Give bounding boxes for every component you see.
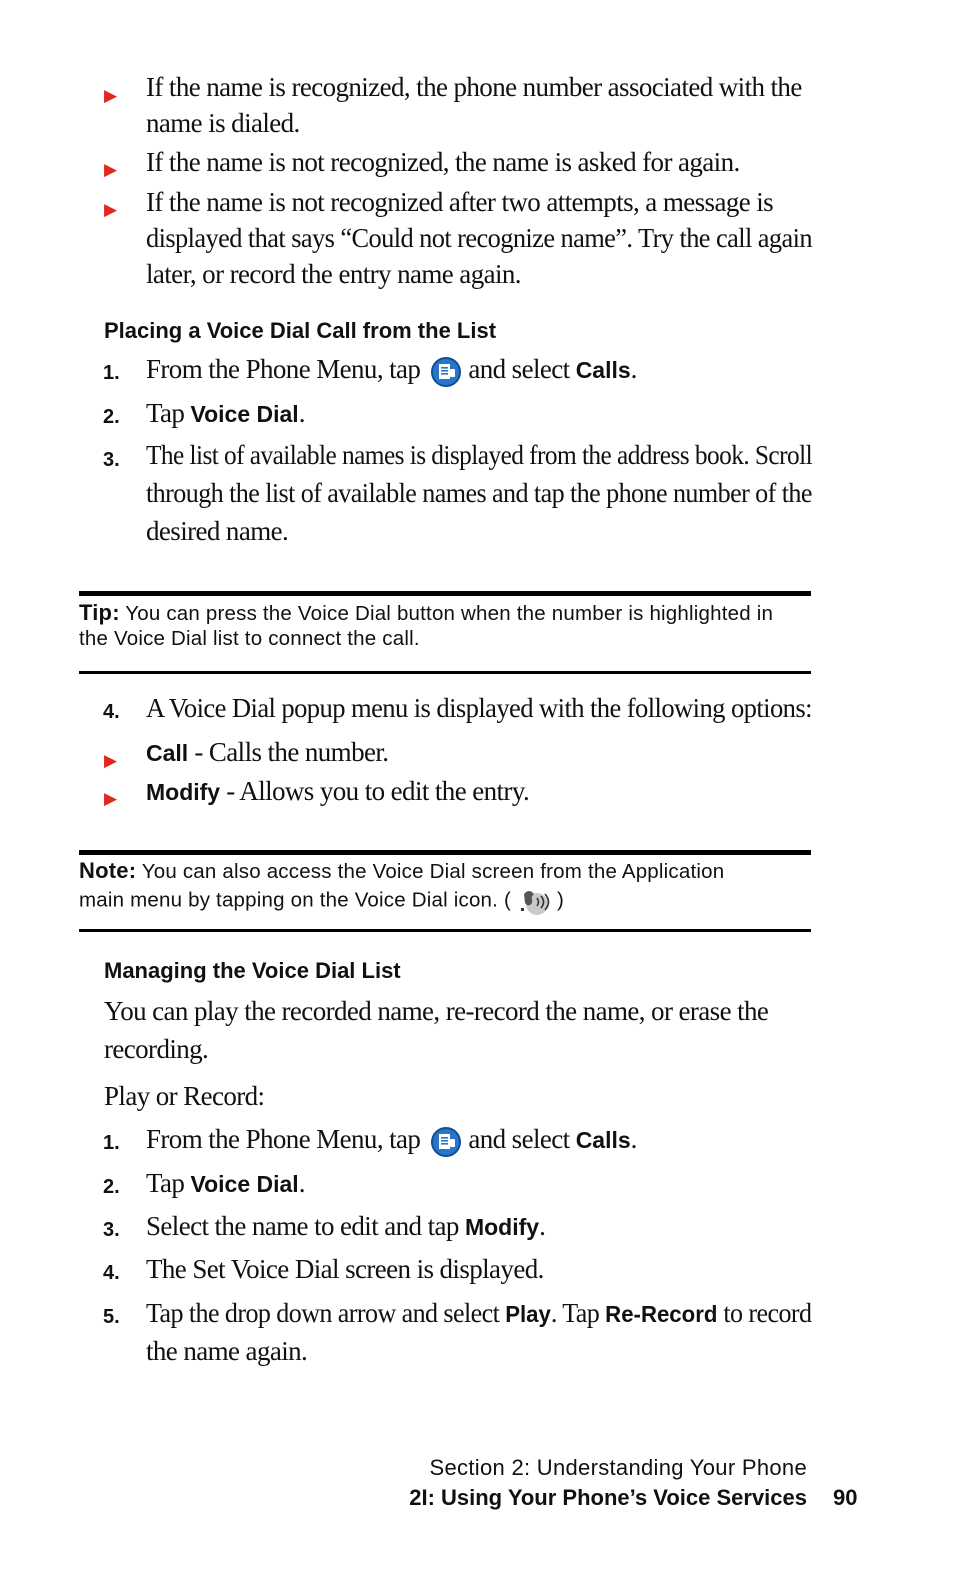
step-number: 5. [103, 1306, 120, 1328]
step-number: 2. [103, 1176, 120, 1198]
paragraph-line: recording. [104, 1034, 209, 1064]
footer-chapter: 2I: Using Your Phone’s Voice Services [409, 1485, 807, 1510]
section-heading: Managing the Voice Dial List [104, 958, 401, 983]
step-number: 1. [103, 362, 120, 384]
option-text: Call - Calls the number. [146, 737, 389, 767]
step-text: A Voice Dial popup menu is displayed with the following options: [146, 693, 812, 723]
phone-menu-icon [430, 1126, 462, 1158]
note-top-rule [79, 850, 811, 855]
bullet-text: If the name is not recognized, the name is asked for again. [146, 147, 740, 177]
paragraph-line: You can play the recorded name, re-record the name, or erase the [104, 996, 769, 1026]
bullet-icon: ▶ [104, 160, 118, 180]
bullet-text: If the name is not recognized after two attempts, a message is [146, 187, 774, 217]
step-number: 3. [103, 1219, 120, 1241]
step-text: the name again. [146, 1336, 308, 1366]
bullet-text: displayed that says “Could not recognize name”. Try the call again [146, 223, 812, 253]
step-text: desired name. [146, 516, 289, 546]
play-record-label: Play or Record: [104, 1081, 265, 1111]
step-text: From the Phone Menu, tap and select Calls. [146, 1124, 637, 1158]
note-line: main menu by tapping on the Voice Dial icon. ( ) [79, 884, 564, 918]
step-number: 4. [103, 701, 120, 723]
step-text: Tap the drop down arrow and select Play. Tap Re-Record to record [146, 1298, 812, 1328]
phone-menu-icon [430, 356, 462, 388]
bullet-text: later, or record the entry name again. [146, 259, 521, 289]
step-text: through the list of available names and tap the phone number of the [146, 478, 812, 508]
bullet-text: If the name is recognized, the phone number associated with the [146, 72, 802, 102]
step-text: The Set Voice Dial screen is displayed. [146, 1254, 544, 1284]
page-number: 90 [833, 1485, 858, 1510]
bullet-icon: ▶ [104, 200, 118, 220]
step-text: Select the name to edit and tap Modify. [146, 1211, 546, 1241]
step-text: Tap Voice Dial. [146, 1168, 305, 1198]
step-number: 1. [103, 1132, 120, 1154]
voice-dial-icon [517, 884, 551, 918]
step-text: From the Phone Menu, tap and select Calls. [146, 354, 637, 388]
bullet-text: name is dialed. [146, 108, 300, 138]
step-number: 2. [103, 406, 120, 428]
tip-line: the Voice Dial list to connect the call. [79, 627, 420, 650]
section-heading: Placing a Voice Dial Call from the List [104, 318, 497, 343]
bullet-icon: ▶ [104, 789, 118, 809]
step-number: 3. [103, 449, 120, 471]
note-line: Note: You can also access the Voice Dial screen from the Application [79, 858, 725, 883]
tip-line: Tip: You can press the Voice Dial button when the number is highlighted in [79, 600, 774, 625]
bullet-icon: ▶ [104, 751, 118, 771]
step-text: The list of available names is displayed from the address book. Scroll [146, 440, 813, 470]
note-bottom-rule [79, 929, 811, 932]
tip-top-rule [79, 591, 811, 596]
step-number: 4. [103, 1262, 120, 1284]
footer-section: Section 2: Understanding Your Phone [429, 1455, 807, 1480]
tip-bottom-rule [79, 671, 811, 674]
bullet-icon: ▶ [104, 86, 118, 106]
option-text: Modify - Allows you to edit the entry. [146, 776, 530, 806]
step-text: Tap Voice Dial. [146, 398, 305, 428]
